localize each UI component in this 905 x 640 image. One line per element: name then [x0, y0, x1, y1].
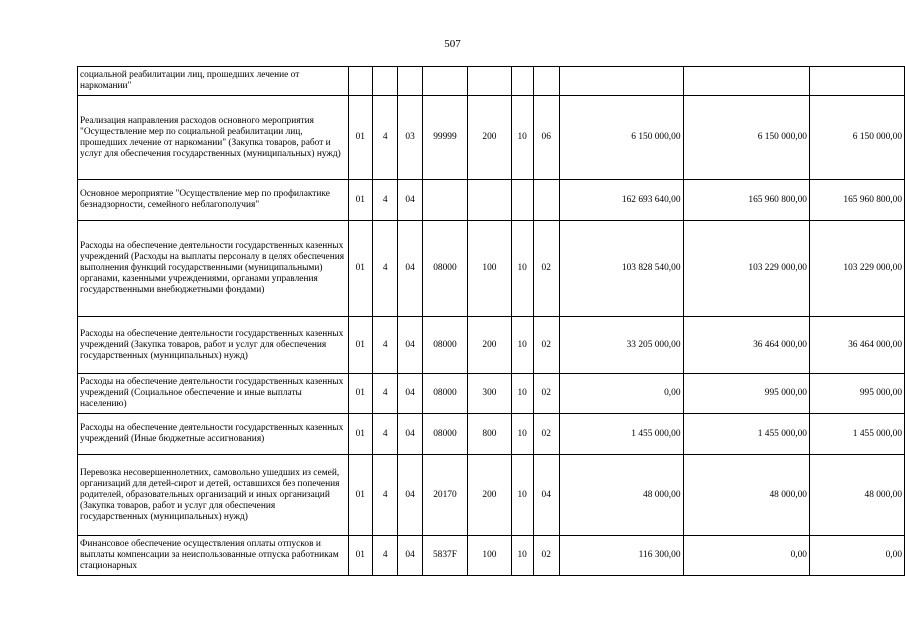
amount-year-1: 48 000,00	[559, 455, 683, 536]
table-row	[78, 221, 905, 317]
amount-year-1	[559, 67, 683, 96]
table-row	[78, 67, 905, 96]
expense-type-code: 800	[468, 414, 512, 455]
subsection-code: 02	[533, 374, 559, 414]
subprogram-code	[373, 67, 398, 96]
amount-year-3: 0,00	[809, 536, 904, 576]
amount-year-3: 995 000,00	[809, 374, 904, 414]
expense-type-code: 200	[468, 455, 512, 536]
budget-table	[77, 66, 905, 576]
expense-type-code: 100	[468, 221, 512, 317]
section-code: 10	[511, 96, 533, 180]
subsection-code: 02	[533, 536, 559, 576]
row-name: Реализация направления расходов основного мероприятия "Осуществление мер по социальной реабилитации лиц, прошедших лечение от наркомании" (Закупка товаров, работ и услуг для обеспечения государственных (муниципальных) нужд)	[78, 96, 349, 180]
table-row	[78, 536, 905, 576]
table-row	[78, 317, 905, 374]
subprogram-code: 4	[373, 221, 398, 317]
expense-direction-code: 08000	[422, 414, 467, 455]
expense-type-code: 200	[468, 317, 512, 374]
amount-year-2: 103 229 000,00	[683, 221, 809, 317]
subprogram-code: 4	[373, 455, 398, 536]
main-activity-code: 04	[398, 374, 423, 414]
table-row	[78, 96, 905, 180]
expense-direction-code: 20170	[422, 455, 467, 536]
program-code: 01	[348, 96, 373, 180]
row-name: Расходы на обеспечение деятельности государственных казенных учреждений (Иные бюджетные ассигнования)	[78, 414, 349, 455]
subprogram-code: 4	[373, 96, 398, 180]
program-code: 01	[348, 536, 373, 576]
amount-year-2: 6 150 000,00	[683, 96, 809, 180]
expense-type-code: 300	[468, 374, 512, 414]
table-row	[78, 414, 905, 455]
expense-direction-code	[422, 67, 467, 96]
main-activity-code: 04	[398, 317, 423, 374]
section-code	[511, 67, 533, 96]
subsection-code	[533, 67, 559, 96]
amount-year-2: 995 000,00	[683, 374, 809, 414]
expense-direction-code: 08000	[422, 317, 467, 374]
subsection-code: 04	[533, 455, 559, 536]
section-code: 10	[511, 317, 533, 374]
program-code: 01	[348, 414, 373, 455]
subprogram-code: 4	[373, 180, 398, 221]
amount-year-1: 6 150 000,00	[559, 96, 683, 180]
row-name: Расходы на обеспечение деятельности государственных казенных учреждений (Закупка товаров, работ и услуг для обеспечения государственных (муниципальных) нужд)	[78, 317, 349, 374]
subsection-code	[533, 180, 559, 221]
amount-year-3: 48 000,00	[809, 455, 904, 536]
subsection-code: 02	[533, 221, 559, 317]
amount-year-2	[683, 67, 809, 96]
subsection-code: 02	[533, 414, 559, 455]
amount-year-2: 36 464 000,00	[683, 317, 809, 374]
section-code: 10	[511, 414, 533, 455]
program-code: 01	[348, 221, 373, 317]
expense-direction-code: 08000	[422, 374, 467, 414]
section-code: 10	[511, 374, 533, 414]
amount-year-1: 33 205 000,00	[559, 317, 683, 374]
subsection-code: 06	[533, 96, 559, 180]
main-activity-code: 04	[398, 221, 423, 317]
page-number: 507	[444, 38, 461, 50]
program-code	[348, 67, 373, 96]
main-activity-code: 04	[398, 414, 423, 455]
expense-direction-code: 99999	[422, 96, 467, 180]
main-activity-code: 03	[398, 96, 423, 180]
subprogram-code: 4	[373, 414, 398, 455]
amount-year-3: 1 455 000,00	[809, 414, 904, 455]
row-name: Основное мероприятие "Осуществление мер по профилактике безнадзорности, семейного неблагополучия"	[78, 180, 349, 221]
main-activity-code: 04	[398, 180, 423, 221]
subprogram-code: 4	[373, 317, 398, 374]
amount-year-1: 1 455 000,00	[559, 414, 683, 455]
program-code: 01	[348, 374, 373, 414]
table-row	[78, 374, 905, 414]
section-code	[511, 180, 533, 221]
table-row	[78, 180, 905, 221]
amount-year-3: 6 150 000,00	[809, 96, 904, 180]
amount-year-1: 103 828 540,00	[559, 221, 683, 317]
amount-year-1: 116 300,00	[559, 536, 683, 576]
amount-year-3: 36 464 000,00	[809, 317, 904, 374]
amount-year-2: 1 455 000,00	[683, 414, 809, 455]
section-code: 10	[511, 221, 533, 317]
section-code: 10	[511, 455, 533, 536]
section-code: 10	[511, 536, 533, 576]
row-name: Финансовое обеспечение осуществления оплаты отпусков и выплаты компенсации за неиспользованные отпуска работникам стационарных	[78, 536, 349, 576]
table-row	[78, 455, 905, 536]
row-name: Перевозка несовершеннолетних, самовольно ушедших из семей, организаций для детей-сирот и детей, оставшихся без попечения родителей, образовательных организаций и иных организаций (Закупка товаров, работ и услуг для обеспечения государственных (муниципальных) нужд)	[78, 455, 349, 536]
row-name: Расходы на обеспечение деятельности государственных казенных учреждений (Расходы на выплаты персоналу в целях обеспечения выполнения функций государственными (муниципальными) органами, казенными учреждениями, органами управления государственными внебюджетными фондами)	[78, 221, 349, 317]
expense-direction-code: 08000	[422, 221, 467, 317]
program-code: 01	[348, 455, 373, 536]
expense-direction-code: 5837F	[422, 536, 467, 576]
expense-type-code	[468, 67, 512, 96]
row-name: Расходы на обеспечение деятельности государственных казенных учреждений (Социальное обеспечение и иные выплаты населению)	[78, 374, 349, 414]
row-name: социальной реабилитации лиц, прошедших лечение от наркомании"	[78, 67, 349, 96]
amount-year-3: 165 960 800,00	[809, 180, 904, 221]
expense-type-code: 100	[468, 536, 512, 576]
amount-year-3: 103 229 000,00	[809, 221, 904, 317]
amount-year-2: 0,00	[683, 536, 809, 576]
amount-year-1: 162 693 640,00	[559, 180, 683, 221]
main-activity-code	[398, 67, 423, 96]
expense-direction-code	[422, 180, 467, 221]
program-code: 01	[348, 317, 373, 374]
main-activity-code: 04	[398, 455, 423, 536]
main-activity-code: 04	[398, 536, 423, 576]
subprogram-code: 4	[373, 374, 398, 414]
amount-year-3	[809, 67, 904, 96]
amount-year-1: 0,00	[559, 374, 683, 414]
expense-type-code	[468, 180, 512, 221]
expense-type-code: 200	[468, 96, 512, 180]
program-code: 01	[348, 180, 373, 221]
subprogram-code: 4	[373, 536, 398, 576]
amount-year-2: 48 000,00	[683, 455, 809, 536]
amount-year-2: 165 960 800,00	[683, 180, 809, 221]
subsection-code: 02	[533, 317, 559, 374]
